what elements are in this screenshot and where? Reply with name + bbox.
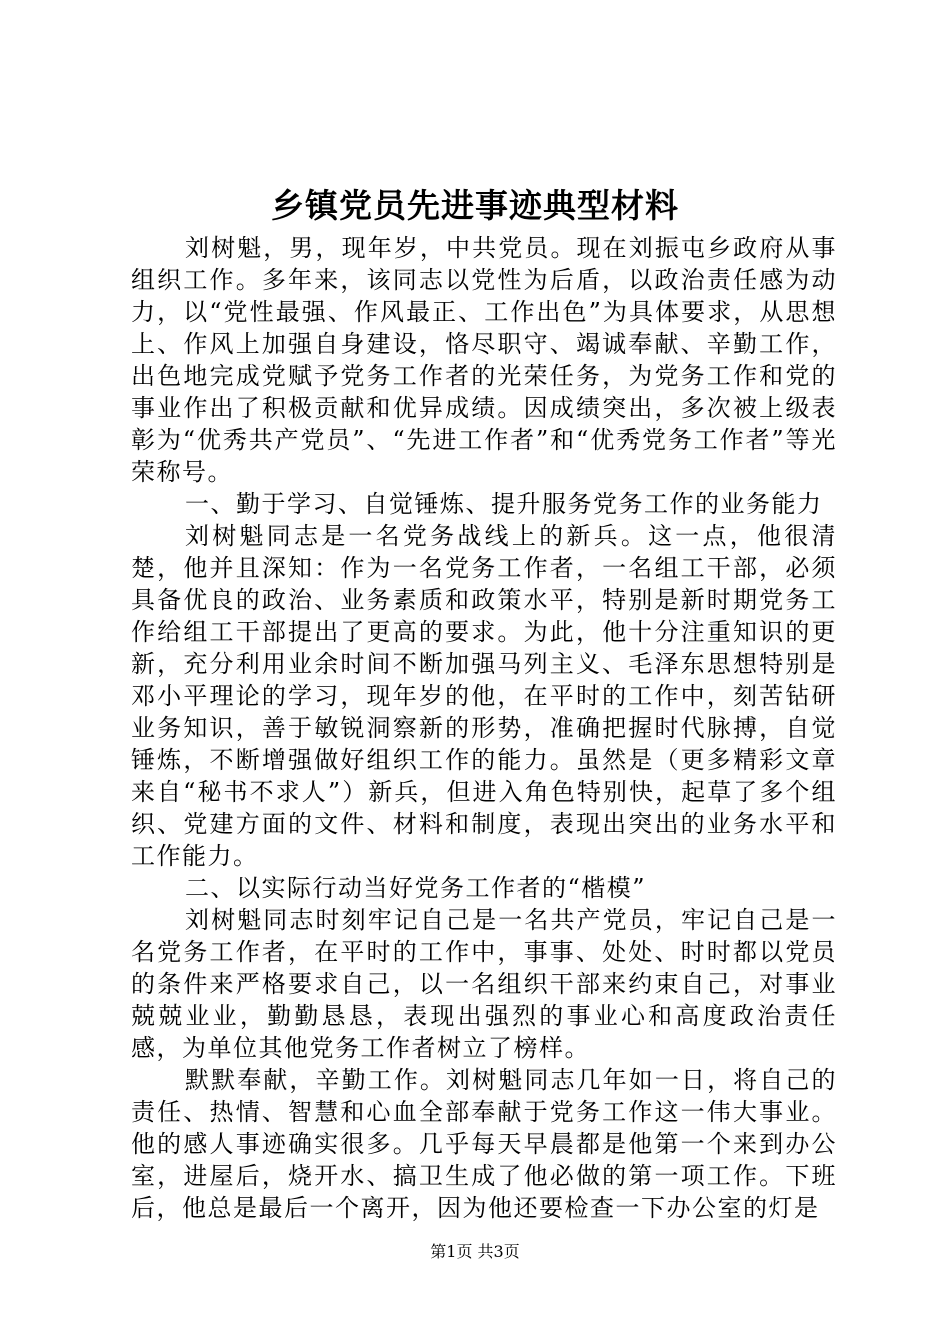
- paragraph-dedication: 默默奉献，辛勤工作。刘树魁同志几年如一日，将自己的责任、热情、智慧和心血全部奉献于党务工作这一伟大事业。他的感人事迹确实很多。几乎每天早晨都是他第一个来到办公室，进屋后，烧开水、搞卫生成了他必做的第一项工作。下班后，他总是最后一个离开，因为他还要检查一下办公室的灯是: [131, 1066, 837, 1222]
- document-title: 乡镇党员先进事迹典型材料: [271, 186, 679, 225]
- paragraph-intro: 刘树魁，男，现年岁，中共党员。现在刘振屯乡政府从事组织工作。多年来，该同志以党性为后盾，以政治责任感为动力，以“党性最强、作风最正、工作出色”为具体要求，从思想上、作风上加强自身建设，恪尽职守、竭诚奉献、辛勤工作，出色地完成党赋予党务工作者的光荣任务，为党务工作和党的事业作出了积极贡献和优异成绩。因成绩突出，多次被上级表彰为“优秀共产党员”、“先进工作者”和“优秀党务工作者”等光荣称号。: [131, 234, 837, 486]
- page-footer: 第1页 共3页: [430, 1242, 520, 1261]
- section-heading-2: 二、以实际行动当好党务工作者的“楷模”: [185, 874, 647, 902]
- paragraph-section-2: 刘树魁同志时刻牢记自己是一名共产党员，牢记自己是一名党务工作者，在平时的工作中，事事、处处、时时都以党员的条件来严格要求自己，以一名组织干部来约束自己，对事业兢兢业业，勤勤恳恳，表现出强烈的事业心和高度政治责任感，为单位其他党务工作者树立了榜样。: [131, 906, 837, 1062]
- document-body: [131, 232, 837, 1224]
- paragraph-section-1: 刘树魁同志是一名党务战线上的新兵。这一点，他很清楚，他并且深知：作为一名党务工作者，一名组工干部，必须具备优良的政治、业务素质和政策水平，特别是新时期党务工作给组工干部提出了更高的要求。为此，他十分注重知识的更新，充分利用业余时间不断加强马列主义、毛泽东思想特别是邓小平理论的学习，现年岁的他，在平时的工作中，刻苦钻研业务知识，善于敏锐洞察新的形势，准确把握时代脉搏，自觉锤炼，不断增强做好组织工作的能力。虽然是（更多精彩文章来自“秘书不求人”）新兵，但进入角色特别快，起草了多个组织、党建方面的文件、材料和制度，表现出突出的业务水平和工作能力。: [131, 522, 837, 870]
- section-heading-1: 一、勤于学习、自觉锤炼、提升服务党务工作的业务能力: [185, 490, 823, 518]
